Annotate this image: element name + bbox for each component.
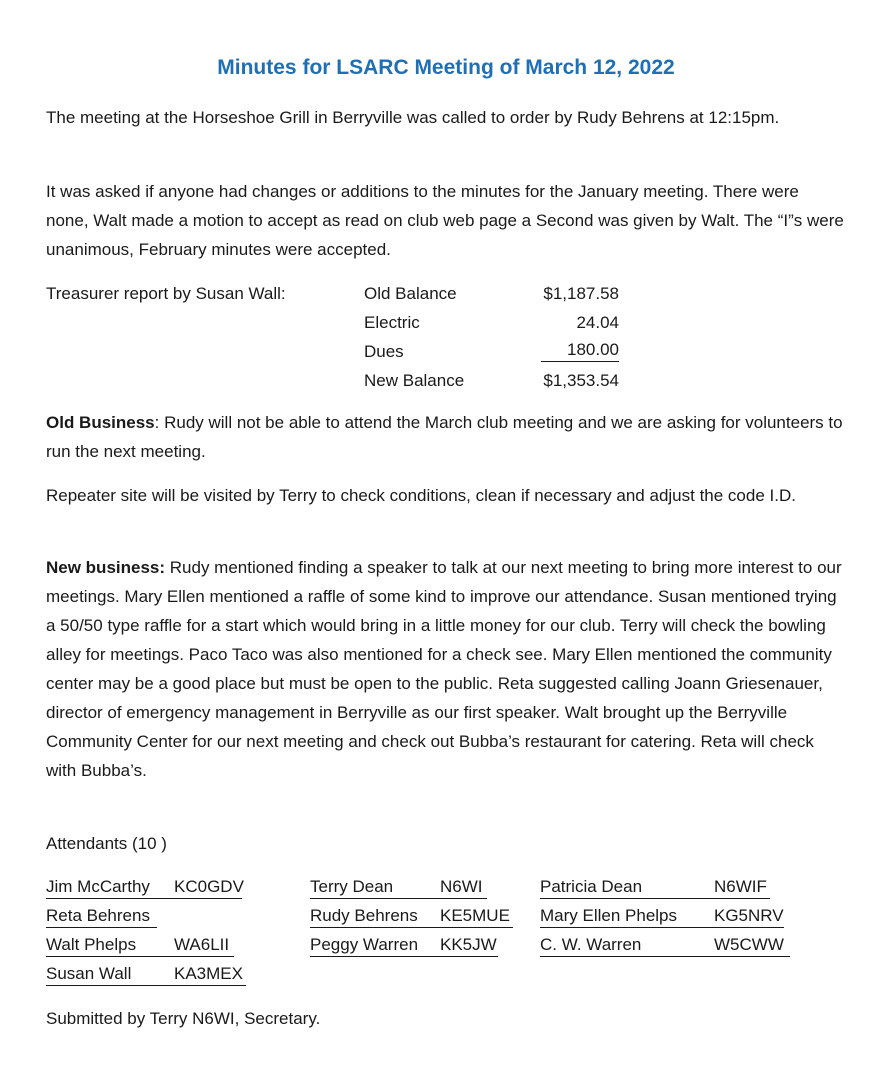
attendee-name: Susan Wall	[46, 964, 132, 983]
treasurer-row	[364, 337, 619, 366]
treasurer-item: New Balance	[364, 371, 465, 390]
attendee-entry	[540, 905, 784, 928]
attendee-name: Terry Dean	[310, 877, 394, 896]
treasurer-amount: $1,187.58	[543, 284, 619, 303]
attendee-callsign: N6WI	[440, 877, 483, 896]
treasurer-report	[46, 279, 646, 395]
attendee-callsign: KC0GDV	[174, 877, 244, 896]
treasurer-amount: $1,353.54	[543, 371, 619, 390]
attendee-name: C. W. Warren	[540, 935, 642, 954]
treasurer-row	[364, 308, 619, 337]
attendee-entry	[46, 905, 157, 928]
attendee-name: Mary Ellen Phelps	[540, 906, 678, 925]
attendee-entry	[46, 934, 234, 957]
old-business-paragraph	[46, 408, 846, 466]
attendee-name: Rudy Behrens	[310, 906, 418, 925]
attendee-name: Peggy Warren	[310, 935, 419, 954]
treasurer-item: Dues	[364, 342, 404, 361]
treasurer-label: Treasurer report by Susan Wall:	[46, 284, 286, 303]
new-business-text: Rudy mentioned finding a speaker to talk at our next meeting to bring more interest to our meetings. Mary Ellen mentioned a raffle of some kind to improve our attendance. Susan mentioned trying a 50/50 type raffle for a start which would bring in a little money for our club. Terry will check the bowling alley for meetings. Paco Taco was also mentioned for a check see. Mary Ellen mentioned the community center may be a good place but must be open to the public. Reta suggested calling Joann Griesenauer, director of emergency management in Berryville as our first speaker. Walt brought up the Berryville Community Center for our next meeting and check out Bubba’s restaurant for catering. Reta will check with Bubba’s.	[46, 558, 842, 780]
attendee-name: Patricia Dean	[540, 877, 643, 896]
call-to-order-paragraph: The meeting at the Horseshoe Grill in Berryville was called to order by Rudy Behrens at 12:15pm.	[46, 108, 780, 127]
treasurer-amount: 24.04	[576, 313, 619, 332]
attendee-callsign: KA3MEX	[174, 964, 243, 983]
treasurer-item: Old Balance	[364, 284, 457, 303]
attendee-callsign: KE5MUE	[440, 906, 510, 925]
attendee-entry	[310, 905, 513, 928]
repeater-paragraph: Repeater site will be visited by Terry to check conditions, clean if necessary and adjust the code I.D.	[46, 486, 796, 505]
old-business-heading: Old Business	[46, 413, 155, 432]
new-business-heading: New business:	[46, 558, 166, 577]
attendee-callsign: N6WIF	[714, 877, 767, 896]
attendee-name: Jim McCarthy	[46, 877, 150, 896]
attendee-name: Walt Phelps	[46, 935, 137, 954]
attendee-entry	[310, 934, 498, 957]
attendee-callsign: KG5NRV	[714, 906, 784, 925]
treasurer-amount: 180.00	[541, 339, 619, 362]
new-business-paragraph	[46, 553, 846, 785]
attendee-entry	[540, 876, 770, 899]
attendee-entry	[46, 963, 246, 986]
attendants-heading: Attendants (10 )	[46, 834, 167, 853]
attendee-name: Reta Behrens	[46, 906, 150, 925]
treasurer-item: Electric	[364, 313, 420, 332]
treasurer-row	[364, 279, 619, 308]
attendee-callsign: WA6LII	[174, 935, 230, 954]
attendee-entry	[540, 934, 790, 957]
old-business-text: : Rudy will not be able to attend the March club meeting and we are asking for volunteers to run the next meeting.	[46, 413, 843, 461]
attendee-entry	[310, 876, 487, 899]
attendee-callsign: KK5JW	[440, 935, 497, 954]
submitted-by: Submitted by Terry N6WI, Secretary.	[46, 1009, 321, 1028]
attendee-entry	[46, 876, 242, 899]
treasurer-row	[364, 366, 619, 395]
minutes-review-paragraph: It was asked if anyone had changes or additions to the minutes for the January meeting. There were none, Walt made a motion to accept as read on club web page a Second was given by Walt. The “I”s were unanimous, February minutes were accepted.	[46, 182, 844, 259]
attendee-callsign: W5CWW	[714, 935, 784, 954]
document-title: Minutes for LSARC Meeting of March 12, 2022	[217, 56, 675, 79]
